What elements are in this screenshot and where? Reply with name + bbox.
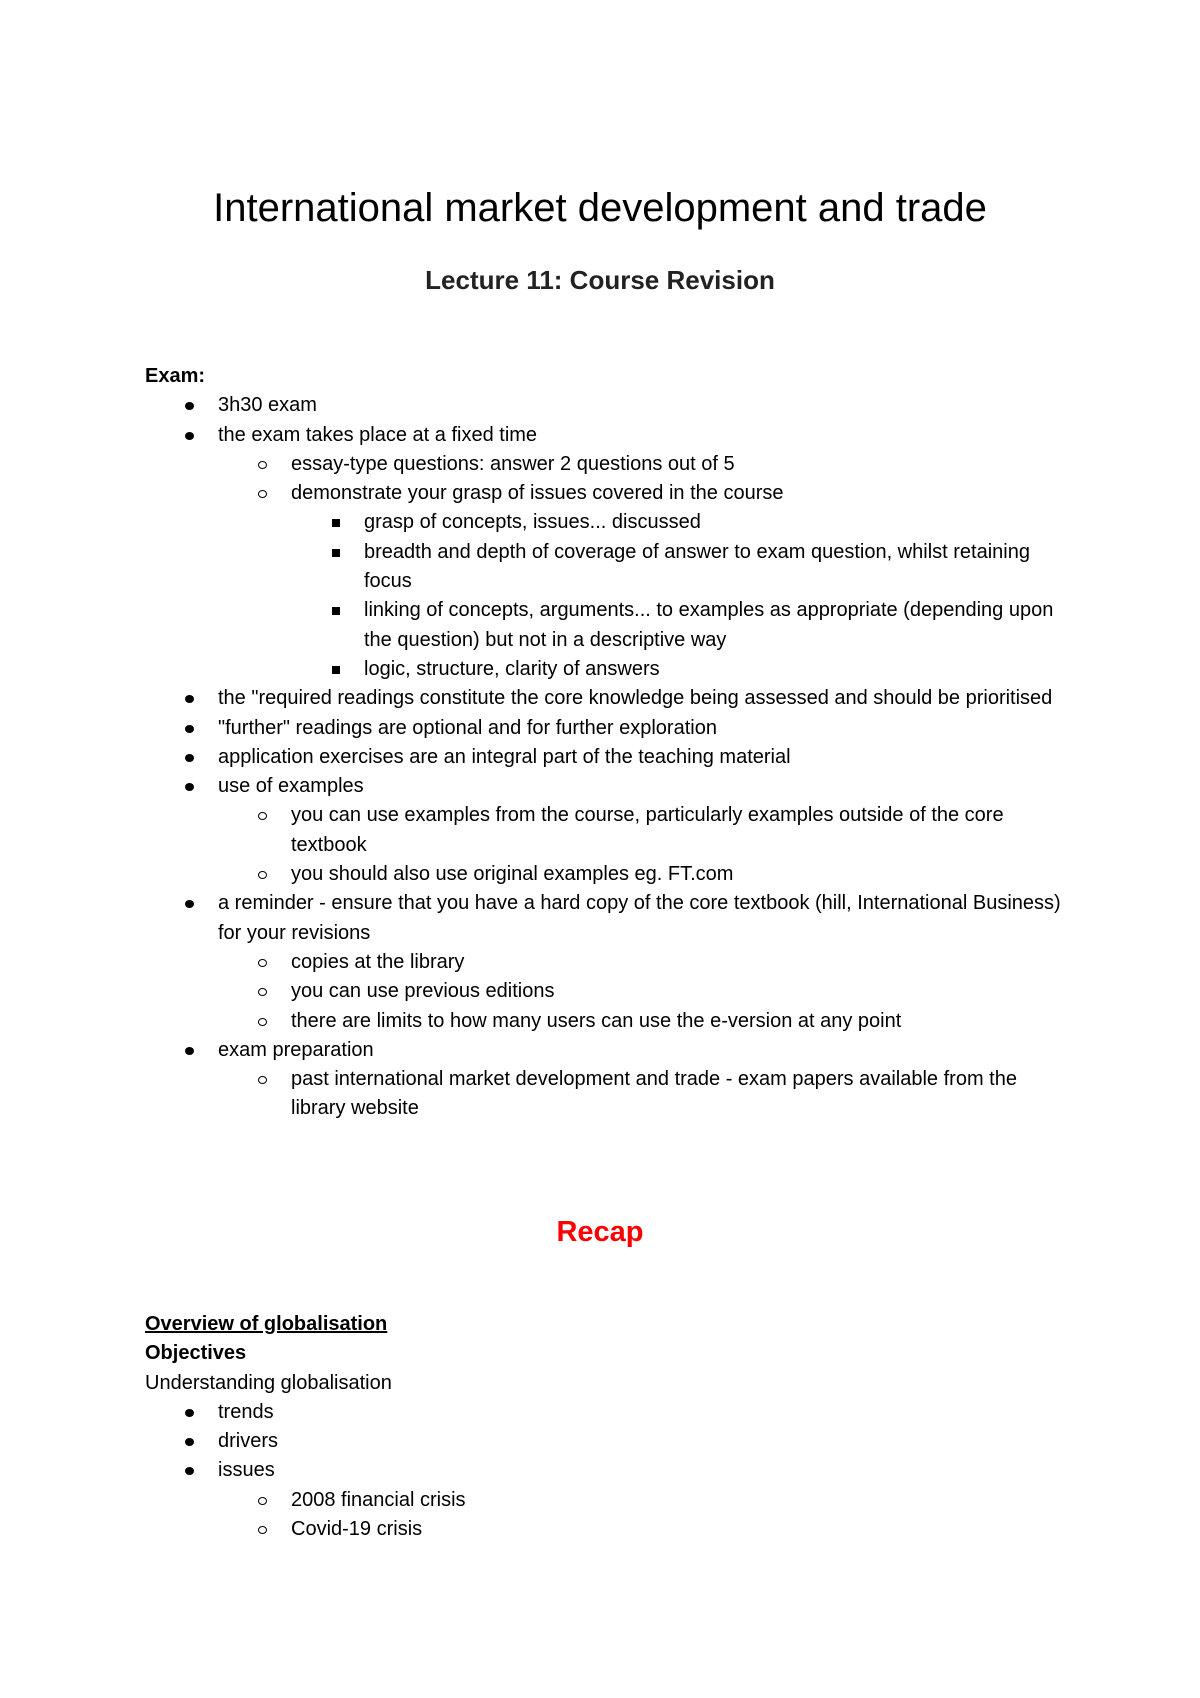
list-item [145,772,1065,889]
list-item-text: "further" readings are optional and for further exploration [218,716,717,739]
list-item [291,596,1065,655]
list-item-text: you can use previous editions [291,980,555,1003]
list-item [218,1007,1065,1036]
filled-bullet-icon [185,695,194,703]
list-item-text: you should also use original examples eg. FT.com [291,863,734,886]
list-item-text: 2008 financial crisis [291,1488,466,1511]
list-item [145,391,1065,420]
square-bullet-icon [332,519,340,527]
exam-heading: Exam: [145,365,206,387]
filled-bullet-icon [185,1047,194,1055]
list-item-text: application exercises are an integral part of the teaching material [218,745,791,768]
filled-bullet-icon [185,725,194,733]
overview-section [145,1310,1065,1544]
sub-list [218,1486,1065,1545]
overview-heading: Overview of globalisation [145,1313,388,1335]
hollow-bullet-icon [258,959,267,967]
filled-bullet-icon [185,1409,194,1417]
overview-list [145,1398,1065,1544]
document-title: International market development and trade [213,186,987,230]
list-item [218,1486,1065,1515]
list-item [145,1398,1065,1427]
list-item-text: Covid-19 crisis [291,1518,423,1541]
sub-list [218,450,1065,684]
filled-bullet-icon [185,402,194,410]
list-item-text: the exam takes place at a fixed time [218,423,538,446]
list-item [145,1036,1065,1124]
filled-bullet-icon [185,754,194,762]
sub-list [218,1065,1065,1124]
list-item-text: linking of concepts, arguments... to examples as appropriate (depending upon the question) but not in a descriptive way [364,599,1054,651]
hollow-bullet-icon [258,1018,267,1026]
filled-bullet-icon [185,1438,194,1446]
square-bullet-icon [332,666,340,674]
list-item-text: breadth and depth of coverage of answer to exam question, whilst retaining focus [364,540,1030,593]
exam-list [145,391,1065,1123]
list-item [218,977,1065,1006]
overview-intro: Understanding globalisation [145,1371,392,1394]
list-item-text: past international market development and trade - exam papers available from the library website [291,1068,1017,1120]
hollow-bullet-icon [258,812,267,820]
objectives-label: Objectives [145,1342,247,1365]
list-item-text: a reminder - ensure that you have a hard copy of the core textbook (hill, International Business) for your revisions [218,892,1061,944]
sub-list [291,508,1065,684]
list-item [218,479,1065,684]
square-bullet-icon [332,607,340,615]
recap-heading: Recap [556,1216,644,1248]
list-item-text: trends [218,1400,274,1423]
list-item [291,508,1065,537]
list-item [145,743,1065,772]
document-subtitle: Lecture 11: Course Revision [425,265,775,295]
list-item [291,538,1065,597]
list-item-text: demonstrate your grasp of issues covered in the course [291,482,784,505]
list-item [145,1427,1065,1456]
list-item [145,889,1065,1035]
list-item [218,948,1065,977]
list-item-text: the "required readings constitute the core knowledge being assessed and should be prioritised [218,687,1053,710]
list-item [218,1065,1065,1124]
filled-bullet-icon [185,432,194,440]
hollow-bullet-icon [258,988,267,996]
sub-list [218,948,1065,1036]
list-item-text: exam preparation [218,1038,374,1061]
list-item-text: 3h30 exam [218,394,317,417]
hollow-bullet-icon [258,1497,267,1505]
list-item [218,801,1065,860]
list-item [145,1456,1065,1544]
filled-bullet-icon [185,1467,194,1475]
list-item [218,1515,1065,1544]
list-item [218,450,1065,479]
list-item [291,655,1065,684]
sub-list [218,801,1065,889]
list-item-text: you can use examples from the course, particularly examples outside of the core textbook [291,804,1004,856]
list-item [145,421,1065,685]
list-item-text: essay-type questions: answer 2 questions out of 5 [291,452,735,475]
hollow-bullet-icon [258,871,267,879]
list-item [145,714,1065,743]
square-bullet-icon [332,549,340,557]
filled-bullet-icon [185,783,194,791]
hollow-bullet-icon [258,1526,267,1534]
list-item-text: grasp of concepts, issues... discussed [364,511,701,534]
list-item-text: copies at the library [291,950,465,973]
list-item-text: use of examples [218,775,364,798]
list-item [218,860,1065,889]
list-item-text: logic, structure, clarity of answers [364,657,660,680]
list-item-text: there are limits to how many users can use the e-version at any point [291,1009,902,1032]
list-item [145,684,1065,713]
exam-section [145,362,1065,1124]
filled-bullet-icon [185,900,194,908]
hollow-bullet-icon [258,1076,267,1084]
hollow-bullet-icon [258,490,267,498]
hollow-bullet-icon [258,461,267,469]
list-item-text: issues [218,1459,275,1482]
list-item-text: drivers [218,1430,279,1453]
